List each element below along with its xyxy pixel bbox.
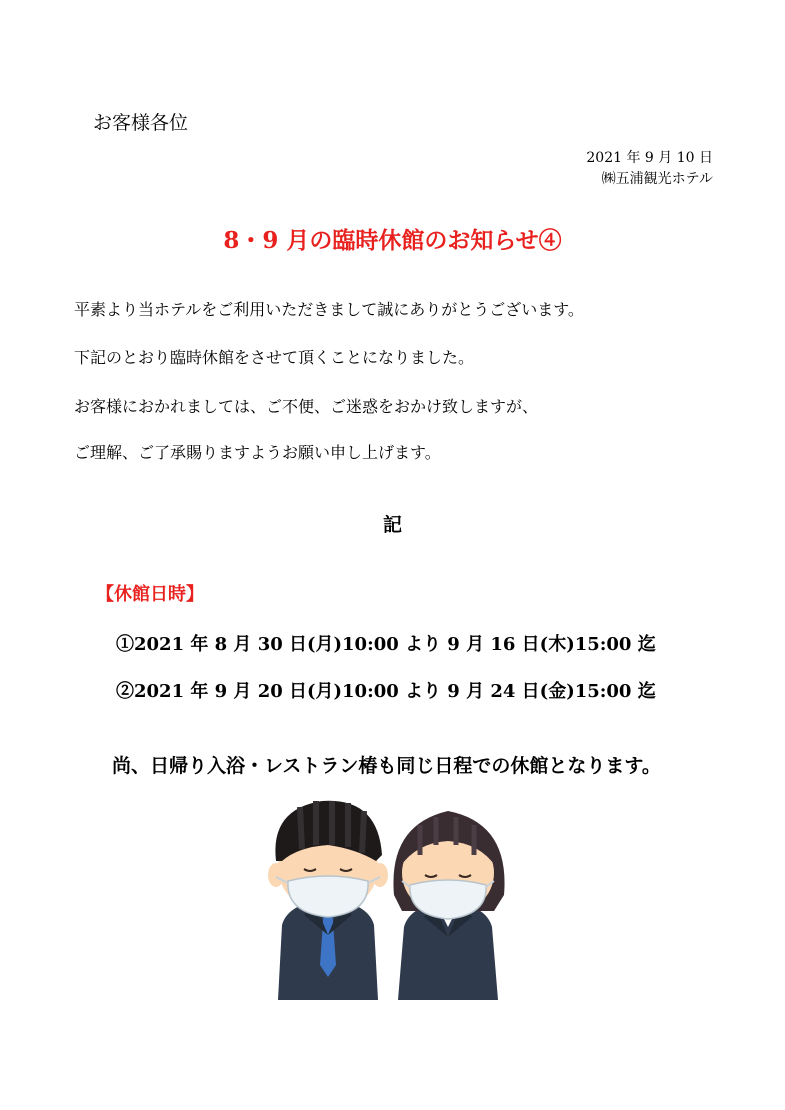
closure-label: 【休館日時】 [96,584,204,605]
closure-period-2: ②2021 年 9 月 20 日(月)10:00 より 9 月 24 日(金)15:00 迄 [116,681,656,702]
bowing-woman-icon [393,811,504,1000]
company-name: ㈱五浦観光ホテル [601,171,713,187]
salutation: お客様各位 [93,112,189,134]
body-paragraph: 平素より当ホテルをご利用いただきまして誠にありがとうございます。 [74,300,584,319]
ki-heading: 記 [382,514,402,536]
body-paragraph: お客様におかれましては、ご不便、ご迷惑をおかけ致しますが、 [74,397,539,416]
closure-note: 尚、日帰り入浴・レストラン椿も同じ日程での休館となります。 [112,755,661,777]
body-paragraph: ご理解、ご了承賜りますようお願い申し上げます。 [74,443,441,462]
bowing-staff-illustration [260,795,520,1000]
issue-date: 2021 年 9 月 10 日 [586,150,713,166]
closure-period-1: ①2021 年 8 月 30 日(月)10:00 より 9 月 16 日(木)15:00 迄 [116,634,656,655]
bowing-man-icon [268,801,388,1000]
notice-title: 8・9 月の臨時休館のお知らせ④ [223,227,562,254]
body-paragraph: 下記のとおり臨時休館をさせて頂くことになりました。 [74,348,475,367]
